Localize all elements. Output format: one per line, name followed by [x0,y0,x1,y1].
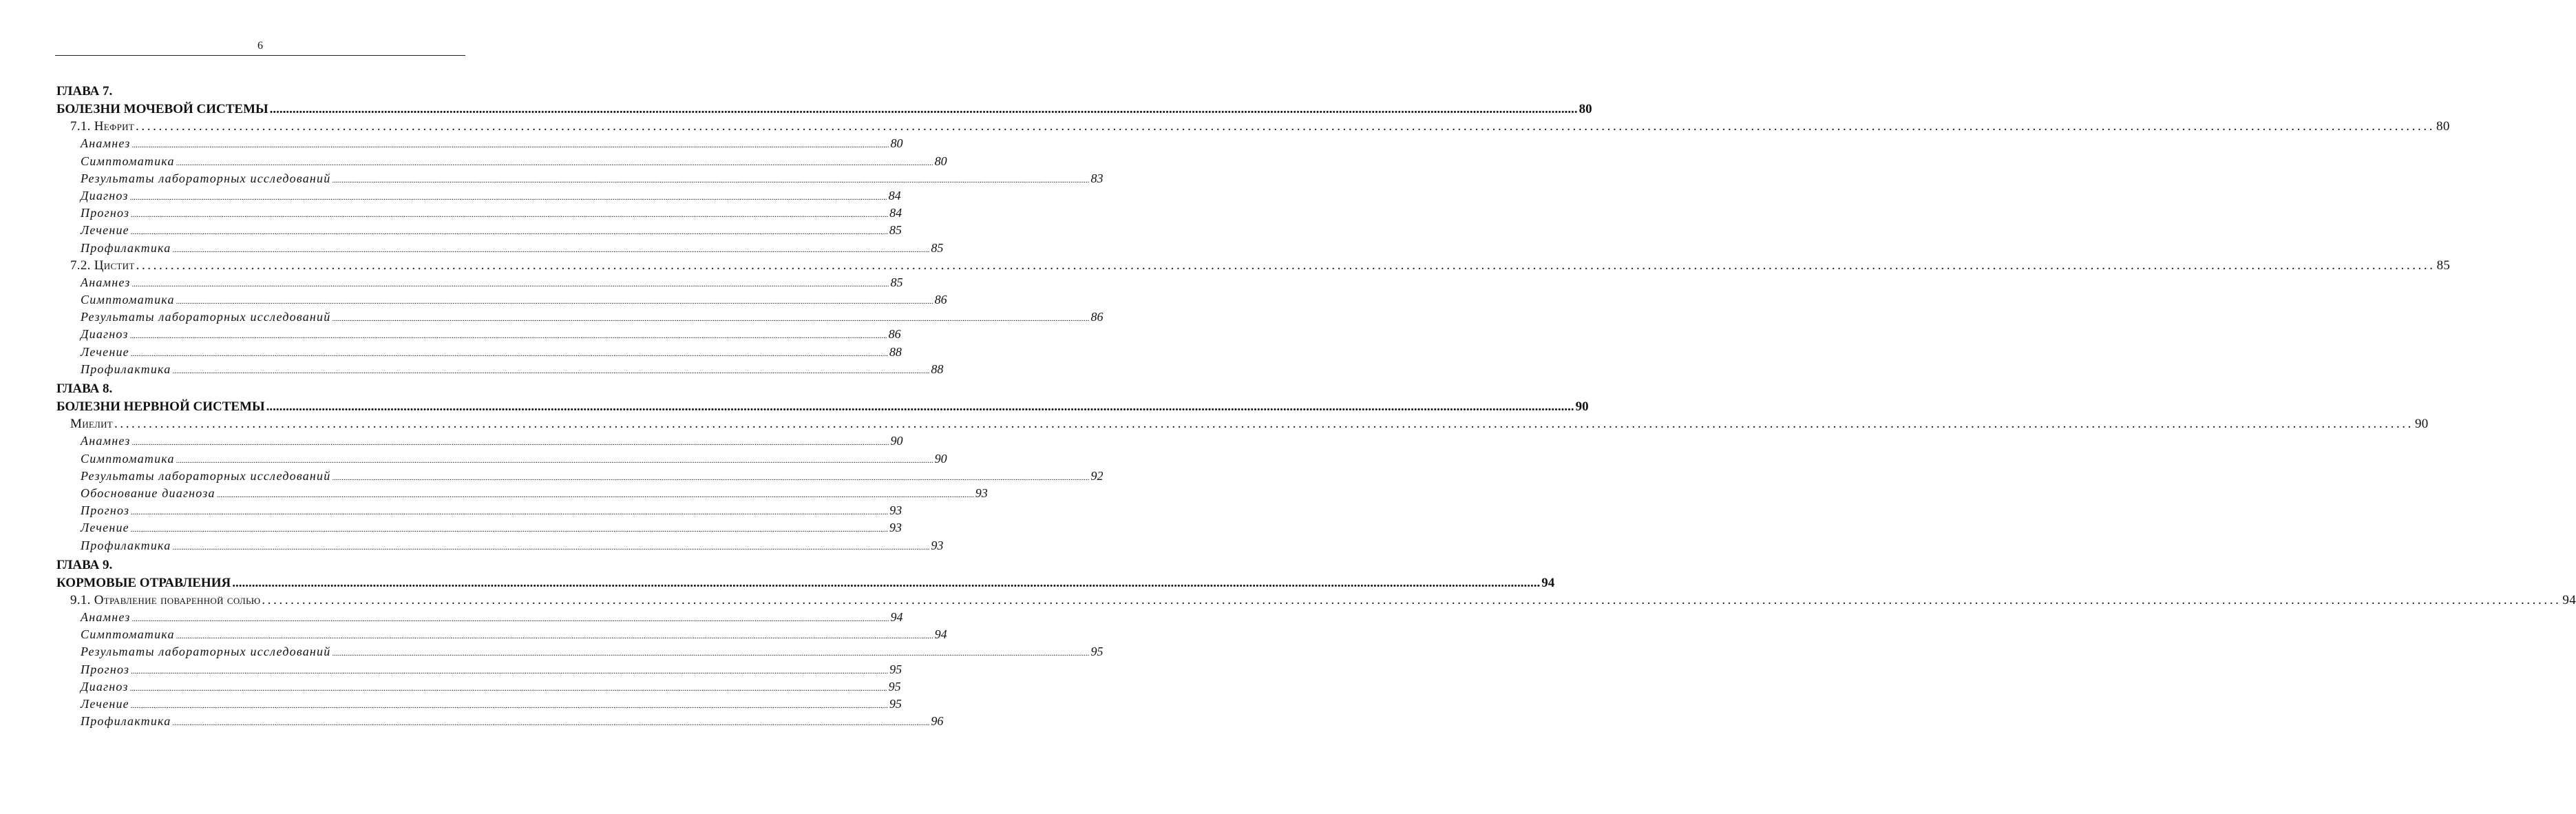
subsection-entry[interactable] [56,468,1104,485]
entry-label: Анамнез [81,434,131,448]
subsection-entry[interactable] [56,661,902,678]
dot-leader: ................................................................................................................................................................................................................................................................................................................................................................................................................ [266,399,1574,414]
entry-page: 84 [889,206,902,220]
entry-label: 9.1. Отравление поваренной солью [70,592,261,607]
subsection-entry[interactable] [56,696,902,713]
entry-label: 7.2. Цистит [70,258,135,273]
entry-page: 95 [889,697,902,711]
entry-page: 94 [2562,592,2576,607]
dot-leader: ................................................................................................................................................................................................................................................................................................................................................................................................................ [131,508,889,517]
subsection-entry[interactable] [56,537,944,554]
dot-leader: ................................................................................................................................................................................................................................................................................................................................................................................................................ [130,702,888,710]
dot-leader: ................................................................................................................................................................................................................................................................................................................................................................................................................ [131,211,889,220]
chapter-title-entry[interactable] [56,574,1555,592]
dot-leader: ................................................................................................................................................................................................................................................................................................................................................................................................................ [129,684,887,693]
entry-page: 80 [934,154,947,168]
entry-label: Лечение [81,223,129,238]
toc-chapter [56,380,2429,554]
entry-page: 94 [890,610,903,625]
dot-leader: ................................................................................................................................................................................................................................................................................................................................................................................................................ [176,298,933,306]
entry-page: 80 [2436,119,2450,134]
entry-page: 80 [1579,102,1592,116]
entry-page: 85 [889,223,902,238]
entry-page: 90 [1575,399,1589,414]
dot-leader: ................................................................................................................................................................................................................................................................................................................................................................................................................ [131,667,889,676]
entry-page: 86 [1090,310,1104,324]
entry-page: 88 [889,344,902,359]
dot-leader: ................................................................................................................................................................................................................................................................................................................................................................................................................ [172,719,930,728]
subsection-entry[interactable] [56,170,1104,187]
subsection-entry[interactable] [56,713,944,730]
entry-page: 92 [1090,468,1104,483]
dot-leader: ................................................................................................................................................................................................................................................................................................................................................................................................................ [114,417,2414,432]
entry-page: 94 [1541,575,1555,590]
entry-page: 90 [890,434,903,448]
entry-page: 90 [934,451,947,466]
entry-page: 95 [1090,645,1104,659]
subsection-entry[interactable] [56,361,944,378]
entry-label: Лечение [81,697,129,711]
subsection-entry[interactable] [56,678,901,696]
header-rule [55,55,465,56]
entry-page: 90 [2415,417,2429,432]
dot-leader: ................................................................................................................................................................................................................................................................................................................................................................................................................ [216,490,974,499]
entry-label: Профилактика [81,538,171,552]
subsection-entry[interactable] [56,309,1104,326]
subsection-entry[interactable] [56,344,902,361]
dot-leader: ................................................................................................................................................................................................................................................................................................................................................................................................................ [130,228,888,237]
dot-leader: ................................................................................................................................................................................................................................................................................................................................................................................................................ [131,280,889,289]
dot-leader: ................................................................................................................................................................................................................................................................................................................................................................................................................ [269,102,1578,116]
entry-label: Симптоматика [81,627,175,642]
entry-label: Результаты лабораторных исследований [81,310,331,324]
dot-leader: ................................................................................................................................................................................................................................................................................................................................................................................................................ [131,439,889,448]
dot-leader: ................................................................................................................................................................................................................................................................................................................................................................................................................ [262,592,2562,607]
entry-label: Профилактика [81,362,171,376]
dot-leader: ................................................................................................................................................................................................................................................................................................................................................................................................................ [176,456,933,465]
dot-leader: ................................................................................................................................................................................................................................................................................................................................................................................................................ [176,632,933,641]
entry-label: Симптоматика [81,154,175,168]
entry-label: Профилактика [81,240,171,255]
subsection-entry[interactable] [56,135,903,152]
toc-chapter [56,83,2451,378]
entry-label: Лечение [81,344,129,359]
subsection-entry[interactable] [56,502,902,519]
subsection-entry[interactable] [56,485,988,502]
table-of-contents [56,83,2576,730]
subsection-entry[interactable] [56,326,901,343]
entry-label: Симптоматика [81,451,175,466]
entry-label: Миелит [70,417,113,432]
entry-page: 93 [889,521,902,535]
entry-label: Прогноз [81,503,130,518]
entry-label: Результаты лабораторных исследований [81,171,331,185]
chapter-label: ГЛАВА 7. [56,84,113,98]
subsection-entry[interactable] [56,643,1104,660]
entry-label: Диагноз [81,188,129,202]
dot-leader: ................................................................................................................................................................................................................................................................................................................................................................................................................ [130,525,888,534]
dot-leader: ................................................................................................................................................................................................................................................................................................................................................................................................................ [176,158,933,167]
entry-label: Диагноз [81,679,129,693]
dot-leader: ................................................................................................................................................................................................................................................................................................................................................................................................................ [136,258,2436,273]
subsection-entry[interactable] [56,609,903,626]
entry-label: Диагноз [81,327,129,342]
subsection-entry[interactable] [56,519,902,536]
subsection-entry[interactable] [56,274,903,291]
entry-page: 84 [888,188,901,202]
entry-page: 93 [931,538,944,552]
dot-leader: ................................................................................................................................................................................................................................................................................................................................................................................................................ [129,193,887,202]
dot-leader: ................................................................................................................................................................................................................................................................................................................................................................................................................ [332,649,1090,658]
entry-page: 94 [934,627,947,642]
subsection-entry[interactable] [56,291,947,309]
entry-label: Лечение [81,521,129,535]
entry-label: Анамнез [81,275,131,289]
toc-chapter [56,556,2576,731]
entry-page: 96 [931,714,944,729]
entry-page: 95 [889,662,902,676]
entry-page: 85 [2436,258,2451,273]
entry-label: Прогноз [81,206,130,220]
dot-leader: ................................................................................................................................................................................................................................................................................................................................................................................................................ [131,615,889,624]
subsection-entry[interactable] [56,153,947,170]
subsection-entry[interactable] [56,626,947,643]
chapter-label: ГЛАВА 8. [56,382,113,396]
entry-page: 93 [889,503,902,518]
entry-label: Профилактика [81,714,171,729]
entry-label: БОЛЕЗНИ МОЧЕВОЙ СИСТЕМЫ [56,102,268,116]
section-entry[interactable] [56,118,2450,135]
dot-leader: ................................................................................................................................................................................................................................................................................................................................................................................................................ [136,119,2436,134]
dot-leader: ................................................................................................................................................................................................................................................................................................................................................................................................................ [129,332,887,341]
entry-label: 7.1. Нефрит [70,119,135,134]
entry-label: Обоснование диагноза [81,486,215,500]
section-entry[interactable] [56,257,2451,274]
subsection-entry[interactable] [56,187,901,205]
entry-page: 95 [888,679,901,693]
entry-page: 80 [890,136,903,151]
subsection-entry[interactable] [56,450,947,468]
entry-label: Прогноз [81,662,130,676]
dot-leader: ................................................................................................................................................................................................................................................................................................................................................................................................................ [332,176,1090,185]
entry-label: Симптоматика [81,293,175,307]
chapter-title-entry[interactable] [56,101,1592,118]
entry-label: Анамнез [81,136,131,151]
dot-leader: ................................................................................................................................................................................................................................................................................................................................................................................................................ [130,349,888,358]
entry-page: 86 [888,327,901,342]
entry-page: 85 [931,240,944,255]
dot-leader: ................................................................................................................................................................................................................................................................................................................................................................................................................ [332,473,1090,482]
section-entry[interactable] [56,415,2429,432]
subsection-entry[interactable] [56,240,944,257]
entry-page: 86 [934,293,947,307]
entry-page: 83 [1090,171,1104,185]
subsection-entry[interactable] [56,432,903,450]
page-number: 6 [257,40,263,52]
chapter-label: ГЛАВА 9. [56,557,113,572]
section-entry[interactable] [56,592,2576,609]
subsection-entry[interactable] [56,205,902,222]
dot-leader: ................................................................................................................................................................................................................................................................................................................................................................................................................ [172,543,930,552]
entry-label: КОРМОВЫЕ ОТРАВЛЕНИЯ [56,575,231,590]
entry-page: 88 [931,362,944,376]
dot-leader: ................................................................................................................................................................................................................................................................................................................................................................................................................ [332,315,1090,324]
entry-label: Результаты лабораторных исследований [81,645,331,659]
entry-page: 93 [975,486,988,500]
dot-leader: ................................................................................................................................................................................................................................................................................................................................................................................................................ [131,141,889,150]
entry-label: Анамнез [81,610,131,625]
dot-leader: ................................................................................................................................................................................................................................................................................................................................................................................................................ [172,366,930,375]
dot-leader: ................................................................................................................................................................................................................................................................................................................................................................................................................ [172,245,930,254]
subsection-entry[interactable] [56,222,902,239]
dot-leader: ................................................................................................................................................................................................................................................................................................................................................................................................................ [232,575,1541,590]
chapter-title-entry[interactable] [56,398,1589,415]
entry-label: Результаты лабораторных исследований [81,468,331,483]
entry-label: БОЛЕЗНИ НЕРВНОЙ СИСТЕМЫ [56,399,265,414]
entry-page: 85 [890,275,903,289]
